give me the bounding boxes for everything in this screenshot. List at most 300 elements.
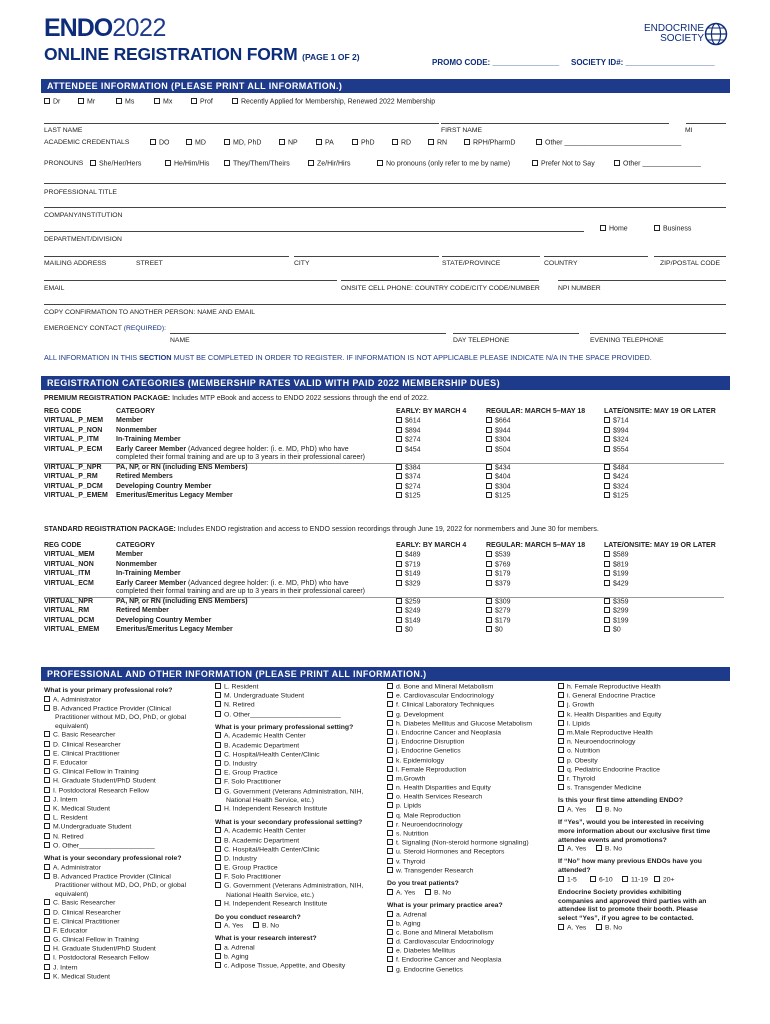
- question-label: If “No” how many previous ENDOs have you: [558, 858, 702, 866]
- price-regular-checkbox[interactable]: $404: [486, 473, 604, 483]
- option-checkbox[interactable]: O. Other________________________: [215, 711, 363, 720]
- choice-row: [558, 806, 710, 815]
- option-checkbox[interactable]: o. Health Services Research: [387, 793, 532, 802]
- mailing-label: MAILING ADDRESS: [44, 260, 107, 267]
- col-header: REG CODE: [44, 408, 82, 415]
- emergency-contact-label: EMERGENCY CONTACT (REQUIRED):: [44, 325, 166, 332]
- price-regular-checkbox[interactable]: $664: [486, 417, 604, 427]
- reg-category: PA, NP, or RN (including ENS Members): [116, 597, 248, 605]
- option-checkbox[interactable]: G. Government (Veterans Administration, NIH,: [215, 882, 363, 891]
- col-header: CATEGORY: [116, 408, 155, 415]
- email-label: EMAIL: [44, 285, 65, 292]
- pronoun-they[interactable]: They/Them/Theirs: [224, 160, 290, 169]
- option-checkbox[interactable]: q. Pediatric Endocrine Practice: [558, 766, 710, 775]
- option-checkbox[interactable]: E. Clinical Practitioner: [44, 750, 186, 759]
- table-row: [44, 436, 724, 446]
- cred-do[interactable]: DO: [150, 139, 170, 148]
- option-checkbox[interactable]: k. Epidemiology: [387, 757, 532, 766]
- price-regular-checkbox[interactable]: $304: [486, 483, 604, 493]
- cred-np[interactable]: NP: [279, 139, 298, 148]
- choice-checkbox[interactable]: A. Yes: [558, 845, 596, 854]
- option-checkbox[interactable]: G. Clinical Fellow in Training: [44, 936, 186, 945]
- professional-col-3: [387, 683, 532, 975]
- reg-category: Member: [116, 551, 143, 559]
- page-indicator: (PAGE 1 OF 2): [302, 52, 360, 62]
- option-checkbox[interactable]: E. Group Practice: [215, 769, 363, 778]
- reg-category: Retired Members: [116, 473, 173, 481]
- company-label: COMPANY/INSTITUTION: [44, 212, 123, 219]
- option-checkbox[interactable]: D. Industry: [215, 760, 363, 769]
- option-checkbox[interactable]: N. Retired: [215, 701, 363, 710]
- option-checkbox[interactable]: s. Nutrition: [387, 830, 532, 839]
- option-checkbox[interactable]: F. Solo Practitioner: [215, 873, 363, 882]
- professional-title-line[interactable]: [44, 183, 726, 184]
- option-checkbox[interactable]: d. Bone and Mineral Metabolism: [387, 683, 532, 692]
- option-checkbox[interactable]: v. Thyroid: [387, 858, 532, 867]
- option-checkbox[interactable]: B. Advanced Practice Provider (Clinical: [44, 705, 186, 714]
- price-late-checkbox[interactable]: $199: [604, 617, 724, 627]
- price-regular-checkbox[interactable]: $539: [486, 551, 604, 561]
- option-checkbox[interactable]: A. Administrator: [44, 864, 186, 873]
- pronoun-she[interactable]: She/Her/Hers: [90, 160, 141, 169]
- reg-category: Retired Member: [116, 607, 169, 615]
- price-early-checkbox[interactable]: $274: [396, 483, 486, 493]
- choice-row: [387, 889, 532, 898]
- price-regular-checkbox[interactable]: $0: [486, 626, 604, 636]
- option-checkbox[interactable]: b. Aging: [215, 953, 363, 962]
- choice-checkbox[interactable]: 1-5: [558, 876, 590, 885]
- option-checkbox[interactable]: r. Neuroendocrinology: [387, 821, 532, 830]
- option-checkbox[interactable]: c. Bone and Mineral Metabolism: [387, 929, 532, 938]
- col-header: LATE/ONSITE: MAY 19 OR LATER: [604, 408, 716, 415]
- last-name-line[interactable]: [44, 123, 439, 124]
- option-checkbox[interactable]: w. Transgender Research: [387, 867, 532, 876]
- reg-code: VIRTUAL_ITM: [44, 570, 91, 578]
- choice-checkbox[interactable]: B. No: [596, 924, 634, 933]
- reg-code: VIRTUAL_NON: [44, 560, 94, 568]
- option-checkbox[interactable]: I. Postdoctoral Research Fellow: [44, 787, 186, 796]
- option-checkbox[interactable]: b. Aging: [387, 920, 532, 929]
- email-line[interactable]: [44, 280, 337, 281]
- price-regular-checkbox[interactable]: $504: [486, 446, 604, 464]
- cred-pa[interactable]: PA: [316, 139, 334, 148]
- option-checkbox[interactable]: C. Hospital/Health Center/Clinic: [215, 846, 363, 855]
- price-early-checkbox[interactable]: $894: [396, 427, 486, 437]
- globe-icon: [704, 22, 728, 46]
- option-checkbox[interactable]: j. Endocrine Genetics: [387, 747, 532, 756]
- option-checkbox[interactable]: L. Resident: [44, 814, 186, 823]
- price-regular-checkbox[interactable]: $304: [486, 436, 604, 446]
- option-checkbox[interactable]: C. Basic Researcher: [44, 899, 186, 908]
- table-row: [44, 492, 724, 502]
- price-late-checkbox[interactable]: $299: [604, 607, 724, 617]
- option-checkbox[interactable]: F. Solo Practitioner: [215, 778, 363, 787]
- country-label: COUNTRY: [544, 260, 578, 267]
- col-header: REG CODE: [44, 542, 82, 549]
- option-checkbox[interactable]: E. Clinical Practitioner: [44, 918, 186, 927]
- premium-table: [44, 408, 724, 502]
- option-continuation: Practitioner without MD, DO, PhD, or global: [55, 714, 187, 722]
- option-checkbox[interactable]: j. Growth: [558, 701, 710, 710]
- zip-line[interactable]: [654, 256, 726, 257]
- price-regular-checkbox[interactable]: $309: [486, 597, 604, 607]
- option-checkbox[interactable]: a. Adrenal: [215, 944, 363, 953]
- price-early-checkbox[interactable]: $454: [396, 446, 486, 464]
- option-checkbox[interactable]: J. Intern: [44, 964, 186, 973]
- table-row: [44, 580, 724, 598]
- state-line[interactable]: [442, 256, 540, 257]
- zip-label: ZIP/POSTAL CODE: [660, 260, 721, 267]
- table-row: [44, 427, 724, 437]
- question-label: attendee list to promote their booth. Please: [558, 906, 698, 914]
- cred-rph[interactable]: RPH/PharmD: [464, 139, 515, 148]
- option-checkbox[interactable]: j. Endocrine Disruption: [387, 738, 532, 747]
- choice-checkbox[interactable]: A. Yes: [215, 922, 253, 931]
- cred-other[interactable]: Other ______________________________: [536, 139, 681, 148]
- pronoun-other[interactable]: Other _______________: [614, 160, 701, 169]
- option-checkbox[interactable]: p. Obesity: [558, 757, 710, 766]
- standard-package-desc: STANDARD REGISTRATION PACKAGE: Includes ENDO registration and access to ENDO session recordings through June 19, 2022 for nonmembers and June 30 for members.: [44, 526, 599, 533]
- option-checkbox[interactable]: A. Administrator: [44, 696, 186, 705]
- option-checkbox[interactable]: i. Endocrine Cancer and Neoplasia: [387, 729, 532, 738]
- question-label: Is this your first time attending ENDO?: [558, 797, 683, 805]
- choice-row: [558, 876, 710, 885]
- price-late-checkbox[interactable]: $429: [604, 580, 724, 598]
- option-checkbox[interactable]: e. Diabetes Mellitus: [387, 947, 532, 956]
- option-checkbox[interactable]: D. Clinical Researcher: [44, 909, 186, 918]
- choice-checkbox[interactable]: B. No: [596, 806, 634, 815]
- option-checkbox[interactable]: d. Cardiovascular Endocrinology: [387, 938, 532, 947]
- price-late-checkbox[interactable]: $424: [604, 473, 724, 483]
- option-checkbox[interactable]: l. Lipids: [558, 720, 710, 729]
- price-late-checkbox[interactable]: $0: [604, 626, 724, 636]
- emergency-name-label: NAME: [170, 337, 190, 344]
- option-checkbox[interactable]: G. Government (Veterans Administration, NIH,: [215, 788, 363, 797]
- table-row: [44, 551, 724, 561]
- option-checkbox[interactable]: N. Retired: [44, 833, 186, 842]
- option-checkbox[interactable]: H. Graduate Student/PhD Student: [44, 945, 186, 954]
- price-early-checkbox[interactable]: $489: [396, 551, 486, 561]
- ms-checkbox[interactable]: Ms: [116, 98, 134, 107]
- price-late-checkbox[interactable]: $484: [604, 463, 724, 473]
- price-late-checkbox[interactable]: $714: [604, 417, 724, 427]
- option-checkbox[interactable]: n. Neuroendocrinology: [558, 738, 710, 747]
- choice-checkbox[interactable]: 6-10: [590, 876, 622, 885]
- department-line[interactable]: [44, 231, 584, 232]
- choice-checkbox[interactable]: A. Yes: [558, 924, 596, 933]
- emergency-evening-line[interactable]: [590, 333, 726, 334]
- reg-category: Developing Country Member: [116, 482, 212, 490]
- option-checkbox[interactable]: o. Nutrition: [558, 747, 710, 756]
- option-checkbox[interactable]: m.Growth: [387, 775, 532, 784]
- cell-label: ONSITE CELL PHONE: COUNTRY CODE/CITY CODE/NUMBER: [341, 285, 540, 292]
- question-label: Do you conduct research?: [215, 913, 301, 921]
- reg-category: Nonmember: [116, 560, 157, 568]
- col-header: EARLY: BY MARCH 4: [396, 542, 467, 549]
- copy-confirmation-label: COPY CONFIRMATION TO ANOTHER PERSON: NAME AND EMAIL: [44, 309, 255, 316]
- question-label: What is your research interest?: [215, 935, 317, 943]
- reg-code: VIRTUAL_DCM: [44, 616, 95, 624]
- emergency-day-line[interactable]: [453, 333, 579, 334]
- dr-checkbox[interactable]: Dr: [44, 98, 60, 107]
- reg-code: VIRTUAL_P_ECM: [44, 445, 103, 453]
- choice-checkbox[interactable]: B. No: [425, 889, 463, 898]
- price-early-checkbox[interactable]: $125: [396, 492, 486, 502]
- option-checkbox[interactable]: B. Advanced Practice Provider (Clinical: [44, 873, 186, 882]
- reg-code: VIRTUAL_P_RM: [44, 473, 98, 481]
- option-checkbox[interactable]: A. Academic Health Center: [215, 732, 363, 741]
- option-continuation: equivalent): [55, 890, 89, 898]
- option-continuation: National Health Service, etc.): [226, 796, 315, 804]
- professional-section-bar: PROFESSIONAL AND OTHER INFORMATION (PLEASE PRINT ALL INFORMATION.): [41, 667, 730, 681]
- price-early-checkbox[interactable]: $329: [396, 580, 486, 598]
- option-checkbox[interactable]: C. Hospital/Health Center/Clinic: [215, 751, 363, 760]
- price-late-checkbox[interactable]: $359: [604, 597, 724, 607]
- option-checkbox[interactable]: l. Female Reproduction: [387, 766, 532, 775]
- option-checkbox[interactable]: E. Group Practice: [215, 864, 363, 873]
- price-regular-checkbox[interactable]: $179: [486, 617, 604, 627]
- option-checkbox[interactable]: B. Academic Department: [215, 742, 363, 751]
- option-checkbox[interactable]: H. Independent Research Institute: [215, 900, 363, 909]
- reg-category: Nonmember: [116, 426, 157, 434]
- price-late-checkbox[interactable]: $994: [604, 427, 724, 437]
- reg-category: Member: [116, 417, 143, 425]
- price-early-checkbox[interactable]: $384: [396, 463, 486, 473]
- option-checkbox[interactable]: r. Thyroid: [558, 775, 710, 784]
- price-late-checkbox[interactable]: $324: [604, 483, 724, 493]
- option-checkbox[interactable]: D. Clinical Researcher: [44, 741, 186, 750]
- question-label: What is your primary professional setting?: [215, 723, 354, 731]
- question-label: Endocrine Society provides exhibiting: [558, 888, 682, 896]
- state-label: STATE/PROVINCE: [442, 260, 501, 267]
- price-early-checkbox[interactable]: $614: [396, 417, 486, 427]
- price-late-checkbox[interactable]: $125: [604, 492, 724, 502]
- option-checkbox[interactable]: H. Graduate Student/PhD Student: [44, 777, 186, 786]
- question-label: attendee events and promotions?: [558, 836, 667, 844]
- option-checkbox[interactable]: m.Male Reproductive Health: [558, 729, 710, 738]
- option-checkbox[interactable]: H. Independent Research Institute: [215, 805, 363, 814]
- reg-category: Early Career Member (Advanced degree holder: (i. e. MD, PhD) who have completed their formal training and are up to 3 years in their professional career): [116, 579, 366, 595]
- choice-row: [215, 922, 363, 931]
- first-name-line[interactable]: [441, 123, 669, 124]
- choice-checkbox[interactable]: A. Yes: [558, 806, 596, 815]
- cred-rn[interactable]: RN: [428, 139, 447, 148]
- department-label: DEPARTMENT/DIVISION: [44, 236, 122, 243]
- required-notice: ALL INFORMATION IN THIS SECTION MUST BE COMPLETED IN ORDER TO REGISTER. IF INFORMATION IS NOT APPLICABLE PLEASE INDICATE N/A IN THE SPACE PROVIDED.: [44, 353, 652, 362]
- reg-category: Early Career Member (Advanced degree holder: (i. e. MD, PhD) who have completed their formal training and are up to 3 years in their professional career): [116, 445, 366, 461]
- option-checkbox[interactable]: u. Steroid Hormones and Receptors: [387, 848, 532, 857]
- question-label: What is your secondary professional setting?: [215, 818, 363, 826]
- npi-label: NPI NUMBER: [558, 285, 601, 292]
- reg-code: VIRTUAL_P_EMEM: [44, 492, 108, 500]
- price-regular-checkbox[interactable]: $279: [486, 607, 604, 617]
- mx-checkbox[interactable]: Mx: [154, 98, 172, 107]
- pronoun-prefer-not[interactable]: Prefer Not to Say: [532, 160, 595, 169]
- day-phone-label: DAY TELEPHONE: [453, 337, 510, 344]
- promo-code-label: PROMO CODE: _______________: [432, 58, 560, 67]
- option-checkbox[interactable]: K. Medical Student: [44, 805, 186, 814]
- business-checkbox[interactable]: Business: [654, 225, 691, 234]
- mi-label: MI: [685, 127, 693, 134]
- reg-code: VIRTUAL_P_MEM: [44, 417, 104, 425]
- cred-md[interactable]: MD: [186, 139, 206, 148]
- table-row: [44, 446, 724, 464]
- option-checkbox[interactable]: g. Development: [387, 711, 532, 720]
- professional-title-label: PROFESSIONAL TITLE: [44, 189, 117, 196]
- option-checkbox[interactable]: C. Basic Researcher: [44, 731, 186, 740]
- option-checkbox[interactable]: f. Clinical Laboratory Techniques: [387, 701, 532, 710]
- option-checkbox[interactable]: e. Cardiovascular Endocrinology: [387, 692, 532, 701]
- table-row: [44, 597, 724, 607]
- option-checkbox[interactable]: p. Lipids: [387, 802, 532, 811]
- cell-line[interactable]: [341, 280, 539, 281]
- question-label: attended?: [558, 867, 591, 875]
- reg-category: PA, NP, or RN (including ENS Members): [116, 463, 248, 471]
- option-checkbox[interactable]: t. Signaling (Non-steroid hormone signaling): [387, 839, 532, 848]
- option-checkbox[interactable]: c. Adipose Tissue, Appetite, and Obesity: [215, 962, 363, 971]
- home-checkbox[interactable]: Home: [600, 225, 628, 234]
- last-name-label: LAST NAME: [44, 127, 83, 134]
- option-checkbox[interactable]: D. Industry: [215, 855, 363, 864]
- col-header: EARLY: BY MARCH 4: [396, 408, 467, 415]
- price-regular-checkbox[interactable]: $379: [486, 580, 604, 598]
- pronoun-none[interactable]: No pronouns (only refer to me by name): [377, 160, 510, 169]
- reg-code: VIRTUAL_P_NPR: [44, 463, 102, 471]
- cred-rd[interactable]: RD: [392, 139, 411, 148]
- price-early-checkbox[interactable]: $374: [396, 473, 486, 483]
- choice-checkbox[interactable]: B. No: [596, 845, 634, 854]
- choice-row: [558, 924, 710, 933]
- choice-checkbox[interactable]: 11-19: [622, 876, 654, 885]
- table-row: [44, 617, 724, 627]
- price-regular-checkbox[interactable]: $769: [486, 561, 604, 571]
- option-checkbox[interactable]: a. Adrenal: [387, 911, 532, 920]
- price-early-checkbox[interactable]: $274: [396, 436, 486, 446]
- reg-code: VIRTUAL_P_NON: [44, 426, 103, 434]
- prof-checkbox[interactable]: Prof: [191, 98, 213, 107]
- reg-code: VIRTUAL_NPR: [44, 597, 94, 605]
- endo-logo: [44, 16, 166, 41]
- city-line[interactable]: [294, 256, 439, 257]
- reg-code: VIRTUAL_EMEM: [44, 626, 100, 634]
- table-row: [44, 626, 724, 636]
- street-line[interactable]: [44, 256, 289, 257]
- col-header: REGULAR: MARCH 5–MAY 18: [486, 408, 586, 415]
- option-checkbox[interactable]: M. Undergraduate Student: [215, 692, 363, 701]
- price-regular-checkbox[interactable]: $434: [486, 463, 604, 473]
- first-name-label: FIRST NAME: [441, 127, 483, 134]
- price-late-checkbox[interactable]: $589: [604, 551, 724, 561]
- cred-md-phd[interactable]: MD, PhD: [224, 139, 261, 148]
- price-early-checkbox[interactable]: $0: [396, 626, 486, 636]
- option-checkbox[interactable]: f. Endocrine Cancer and Neoplasia: [387, 956, 532, 965]
- price-regular-checkbox[interactable]: $944: [486, 427, 604, 437]
- choice-checkbox[interactable]: B. No: [253, 922, 291, 931]
- option-continuation: Practitioner without MD, DO, PhD, or global: [55, 881, 187, 889]
- price-early-checkbox[interactable]: $149: [396, 617, 486, 627]
- mi-line[interactable]: [686, 123, 726, 124]
- mr-checkbox[interactable]: Mr: [78, 98, 95, 107]
- emergency-name-line[interactable]: [170, 333, 446, 334]
- option-checkbox[interactable]: O. Other____________________: [44, 842, 186, 851]
- price-late-checkbox[interactable]: $324: [604, 436, 724, 446]
- reg-code: VIRTUAL_MEM: [44, 551, 95, 559]
- question-label: Do you treat patients?: [387, 879, 459, 887]
- option-continuation: equivalent): [55, 722, 89, 730]
- price-regular-checkbox[interactable]: $179: [486, 570, 604, 580]
- option-checkbox[interactable]: g. Endocrine Genetics: [387, 966, 532, 975]
- question-label: What is your primary professional role?: [44, 687, 173, 694]
- reg-category: Emeritus/Emeritus Legacy Member: [116, 492, 233, 500]
- company-line[interactable]: [44, 207, 726, 208]
- price-early-checkbox[interactable]: $259: [396, 597, 486, 607]
- form-title: ONLINE REGISTRATION FORM (PAGE 1 OF 2): [44, 44, 360, 64]
- price-early-checkbox[interactable]: $249: [396, 607, 486, 617]
- option-checkbox[interactable]: A. Academic Health Center: [215, 827, 363, 836]
- premium-package-desc: PREMIUM REGISTRATION PACKAGE: Includes MTP eBook and access to ENDO 2022 sessions through the end of 2022.: [44, 395, 429, 402]
- question-label: companies and approved third parties with an: [558, 897, 707, 905]
- option-checkbox[interactable]: k. Health Disparities and Equity: [558, 711, 710, 720]
- evening-phone-label: EVENING TELEPHONE: [590, 337, 664, 344]
- option-checkbox[interactable]: M.Undergraduate Student: [44, 823, 186, 832]
- question-label: What is your secondary professional role?: [44, 854, 182, 862]
- choice-row: [558, 845, 710, 854]
- option-checkbox[interactable]: F. Educator: [44, 927, 186, 936]
- npi-line[interactable]: [558, 280, 726, 281]
- option-checkbox[interactable]: B. Academic Department: [215, 837, 363, 846]
- option-checkbox[interactable]: s. Transgender Medicine: [558, 784, 710, 793]
- col-header: LATE/ONSITE: MAY 19 OR LATER: [604, 542, 716, 549]
- attendee-section-bar: ATTENDEE INFORMATION (PLEASE PRINT ALL INFORMATION.): [41, 79, 730, 93]
- option-checkbox[interactable]: i. General Endocrine Practice: [558, 692, 710, 701]
- city-label: CITY: [294, 260, 310, 267]
- cred-phd[interactable]: PhD: [352, 139, 375, 148]
- price-late-checkbox[interactable]: $554: [604, 446, 724, 464]
- option-checkbox[interactable]: h. Female Reproductive Health: [558, 683, 710, 692]
- pronouns-row: PRONOUNS She/Her/Hers He/Him/His They/Them/Theirs Ze/Hir/Hirs No pronouns (only refer to me by name) Prefer Not to Say Other _______________: [44, 160, 701, 168]
- table-row: [44, 417, 724, 427]
- copy-confirmation-line[interactable]: [44, 304, 726, 305]
- question-label: If “Yes”, would you be interested in receiving: [558, 819, 704, 827]
- choice-checkbox[interactable]: 20+: [654, 876, 686, 885]
- price-early-checkbox[interactable]: $719: [396, 561, 486, 571]
- society-id-label: SOCIETY ID#: ____________________: [571, 58, 715, 67]
- logo-year: 2022: [112, 14, 166, 42]
- option-checkbox[interactable]: I. Postdoctoral Research Fellow: [44, 954, 186, 963]
- pronoun-ze[interactable]: Ze/Hir/Hirs: [308, 160, 350, 169]
- table-row: [44, 483, 724, 493]
- option-checkbox[interactable]: G. Clinical Fellow in Training: [44, 768, 186, 777]
- price-late-checkbox[interactable]: $199: [604, 570, 724, 580]
- table-row: [44, 463, 724, 473]
- price-regular-checkbox[interactable]: $125: [486, 492, 604, 502]
- option-checkbox[interactable]: J. Intern: [44, 796, 186, 805]
- choice-checkbox[interactable]: A. Yes: [387, 889, 425, 898]
- option-checkbox[interactable]: n. Health Disparities and Equity: [387, 784, 532, 793]
- option-checkbox[interactable]: L. Resident: [215, 683, 363, 692]
- price-early-checkbox[interactable]: $149: [396, 570, 486, 580]
- pronoun-he[interactable]: He/Him/His: [165, 160, 209, 169]
- reg-category: Emeritus/Emeritus Legacy Member: [116, 626, 233, 634]
- country-line[interactable]: [544, 256, 648, 257]
- recently-applied-checkbox[interactable]: Recently Applied for Membership, Renewed 2022 Membership: [232, 98, 435, 107]
- logo-endo: ENDO: [44, 14, 113, 42]
- option-checkbox[interactable]: q. Male Reproduction: [387, 812, 532, 821]
- option-checkbox[interactable]: K. Medical Student: [44, 973, 186, 982]
- price-late-checkbox[interactable]: $819: [604, 561, 724, 571]
- option-checkbox[interactable]: F. Educator: [44, 759, 186, 768]
- option-checkbox[interactable]: h. Diabetes Mellitus and Glucose Metabolism: [387, 720, 532, 729]
